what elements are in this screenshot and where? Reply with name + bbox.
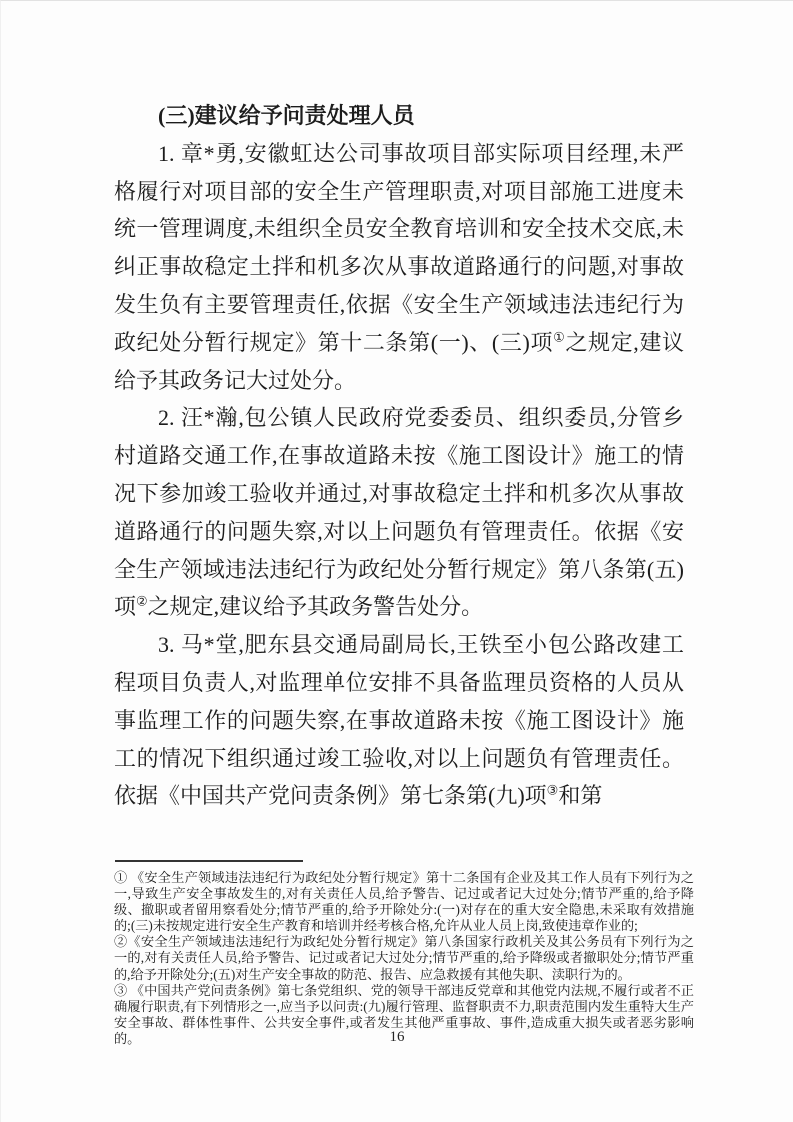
paragraph-text: 1. 章*勇,安徽虹达公司事故项目部实际项目经理,未严格履行对项目部的安全生产管理职责,对项目部施工进度未统一管理调度,未组织全员安全教育培训和安全技术交底,未纠正事故稳定土拌和机多次从事故道路通行的问题,对事故发生负有主要管理责任,依据《安全生产领域违法违纪行为政纪处分暂行规定》第十二条第(一)、(三)项 xyxy=(114,140,684,355)
body-paragraph xyxy=(114,135,684,400)
footnote-reference: ③ xyxy=(546,783,559,799)
footnote-reference: ② xyxy=(136,594,148,610)
footnote: ②《安全生产领域违法违纪行为政纪处分暂行规定》第八条国家行政机关及其公务员有下列行为之一的,对有关责任人员,给予警告、记过或者记大过处分;情节严重的,给予降级或者撤职处分;情节严重的,给予开除处分;(五)对生产安全事故的防范、报告、应急救援有其他失职、渎职行为的。 xyxy=(114,934,694,982)
body-text-block xyxy=(114,97,684,815)
footnote: ① 《安全生产领域违法违纪行为政纪处分暂行规定》第十二条国有企业及其工作人员有下列行为之一,导致生产安全事故发生的,对有关责任人员,给予警告、记过或者记大过处分;情节严重的,给予降级、撤职或者留用察看处分;情节严重的,给予开除处分:(一)对存在的重大安全隐患,未采取有效措施的;(三)未按规定进行安全生产教育和培训并经考核合格,允许从业人员上岗,致使违章作业的; xyxy=(114,870,694,934)
body-paragraph xyxy=(114,626,684,815)
paragraph-text: 2. 汪*瀚,包公镇人民政府党委委员、组织委员,分管乡村道路交通工作,在事故道路未按《施工图设计》施工的情况下参加竣工验收并通过,对事故稳定土拌和机多次从事故道路通行的问题失察,对以上问题负有管理责任。依据《安全生产领域违法违纪行为政纪处分暂行规定》第八条第(五)项 xyxy=(114,405,684,620)
paragraph-text: 之规定,建议给予其政务记大过处分。 xyxy=(114,329,684,393)
footnote: ③ 《中国共产党问责条例》第七条党组织、党的领导干部违反党章和其他党内法规,不履行或者不正确履行职责,有下列情形之一,应当予以问责:(九)履行管理、监督职责不力,职责范围内发生重特大生产安全事故、群体性事件、公共安全事件,或者发生其他严重事故、事件,造成重大损失或者恶劣影响的。 xyxy=(114,982,694,1046)
body-paragraph xyxy=(114,399,684,626)
footnote-reference: ① xyxy=(553,329,566,345)
section-heading: (三)建议给予问责处理人员 xyxy=(158,103,415,128)
footnote-separator xyxy=(115,860,303,862)
paragraph-text: 和第 xyxy=(558,783,603,809)
page-number: 16 xyxy=(389,1029,405,1045)
paragraph-text: 之规定,建议给予其政务警告处分。 xyxy=(147,594,484,620)
footnotes-block xyxy=(114,870,694,1047)
paragraph-text: 3. 马*堂,肥东县交通局副局长,王铁至小包公路改建工程项目负责人,对监理单位安排不具备监理员资格的人员从事监理工作的问题失察,在事故道路未按《施工图设计》施工的情况下组织通过竣工验收,对以上问题负有管理责任。依据《中国共产党问责条例》第七条第(九)项 xyxy=(114,632,684,809)
paragraph-list xyxy=(114,135,684,815)
